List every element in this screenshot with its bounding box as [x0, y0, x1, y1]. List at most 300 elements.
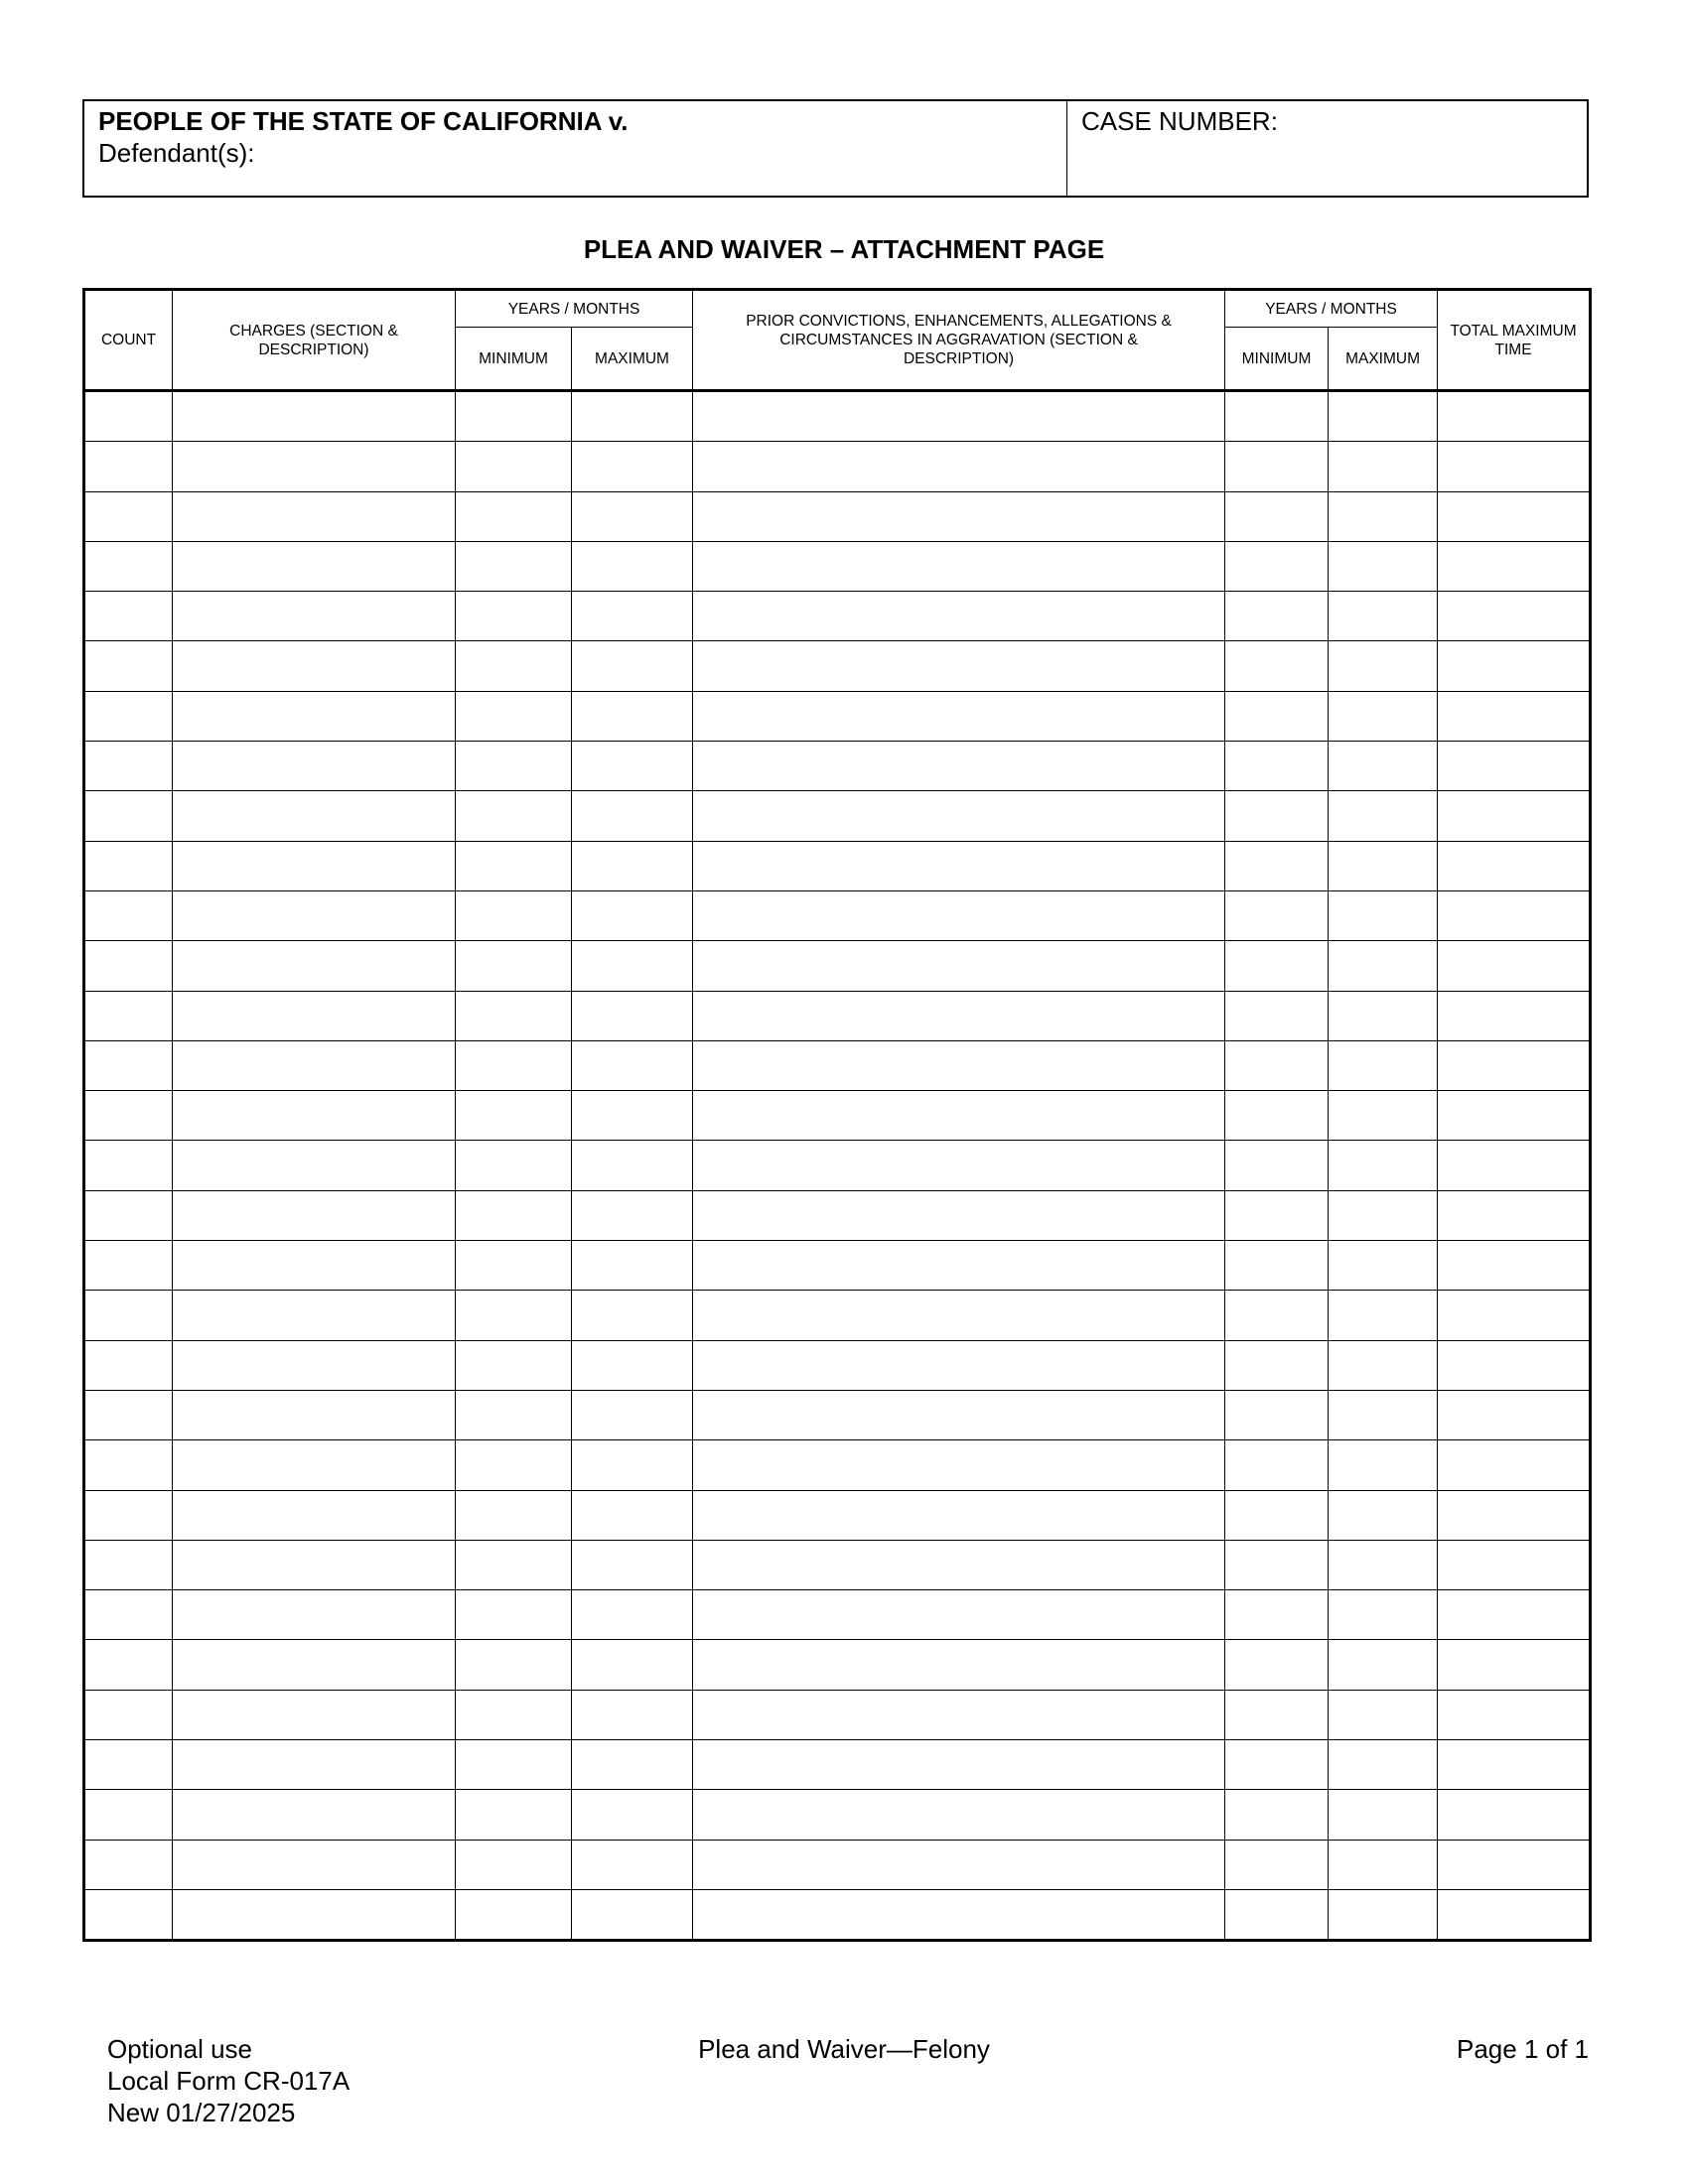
footer-page-number: Page 1 of 1: [1457, 2034, 1589, 2064]
priors-cell[interactable]: [693, 941, 1225, 991]
total-maximum-cell[interactable]: [1438, 1040, 1591, 1090]
enh-minimum-cell[interactable]: [1225, 941, 1329, 991]
enh-maximum-cell[interactable]: [1329, 641, 1438, 691]
count-cell[interactable]: [84, 1190, 173, 1240]
enh-maximum-cell[interactable]: [1329, 1291, 1438, 1340]
charges-table: [82, 288, 1592, 1942]
total-maximum-cell[interactable]: [1438, 1640, 1591, 1690]
minimum-cell[interactable]: [456, 841, 572, 890]
count-cell[interactable]: [84, 1141, 173, 1190]
form-title: PLEA AND WAIVER – ATTACHMENT PAGE: [583, 234, 1105, 264]
priors-cell[interactable]: [693, 1540, 1225, 1589]
maximum-cell[interactable]: [572, 1490, 693, 1540]
count-cell[interactable]: [84, 841, 173, 890]
total-maximum-cell[interactable]: [1438, 841, 1591, 890]
enh-maximum-cell[interactable]: [1329, 691, 1438, 741]
total-maximum-cell[interactable]: [1438, 1440, 1591, 1490]
total-maximum-cell[interactable]: [1438, 1490, 1591, 1540]
priors-cell[interactable]: [693, 691, 1225, 741]
total-maximum-cell[interactable]: [1438, 592, 1591, 641]
priors-cell[interactable]: [693, 1840, 1225, 1889]
total-maximum-cell[interactable]: [1438, 1091, 1591, 1141]
total-maximum-cell[interactable]: [1438, 1390, 1591, 1439]
count-cell[interactable]: [84, 991, 173, 1040]
enh-minimum-cell[interactable]: [1225, 1640, 1329, 1690]
enh-minimum-cell[interactable]: [1225, 391, 1329, 442]
minimum-cell[interactable]: [456, 1790, 572, 1840]
total-maximum-cell[interactable]: [1438, 442, 1591, 491]
total-maximum-cell[interactable]: [1438, 1790, 1591, 1840]
charges-cell[interactable]: [173, 541, 456, 591]
maximum-cell[interactable]: [572, 1640, 693, 1690]
table-row: [84, 791, 1591, 841]
enh-minimum-cell[interactable]: [1225, 592, 1329, 641]
enh-minimum-cell[interactable]: [1225, 791, 1329, 841]
charges-cell[interactable]: [173, 1740, 456, 1790]
enh-minimum-cell[interactable]: [1225, 1190, 1329, 1240]
charges-cell[interactable]: [173, 1241, 456, 1291]
charges-cell[interactable]: [173, 1091, 456, 1141]
count-cell[interactable]: [84, 1390, 173, 1439]
enh-maximum-cell[interactable]: [1329, 1440, 1438, 1490]
col-priors: PRIOR CONVICTIONS, ENHANCEMENTS, ALLEGATIONS & CIRCUMSTANCES IN AGGRAVATION (SECTION & DESCRIPTION): [693, 290, 1225, 391]
count-cell[interactable]: [84, 1440, 173, 1490]
charges-cell[interactable]: [173, 841, 456, 890]
minimum-cell[interactable]: [456, 742, 572, 791]
total-maximum-cell[interactable]: [1438, 991, 1591, 1040]
total-maximum-cell[interactable]: [1438, 1740, 1591, 1790]
table-row: [84, 742, 1591, 791]
total-maximum-cell[interactable]: [1438, 1190, 1591, 1240]
minimum-cell[interactable]: [456, 1091, 572, 1141]
enh-minimum-cell[interactable]: [1225, 691, 1329, 741]
minimum-cell[interactable]: [456, 1440, 572, 1490]
charges-cell[interactable]: [173, 1840, 456, 1889]
table-row: [84, 1390, 1591, 1439]
charges-cell[interactable]: [173, 890, 456, 940]
minimum-cell[interactable]: [456, 541, 572, 591]
minimum-cell[interactable]: [456, 941, 572, 991]
priors-cell[interactable]: [693, 491, 1225, 541]
total-maximum-cell[interactable]: [1438, 1840, 1591, 1889]
maximum-cell[interactable]: [572, 691, 693, 741]
maximum-cell[interactable]: [572, 1340, 693, 1390]
enh-maximum-cell[interactable]: [1329, 1740, 1438, 1790]
maximum-cell[interactable]: [572, 991, 693, 1040]
table-row: [84, 1840, 1591, 1889]
minimum-cell[interactable]: [456, 1540, 572, 1589]
priors-cell[interactable]: [693, 991, 1225, 1040]
minimum-cell[interactable]: [456, 1390, 572, 1439]
table-row: [84, 991, 1591, 1040]
case-number-label: CASE NUMBER:: [1081, 106, 1278, 136]
enh-minimum-cell[interactable]: [1225, 1340, 1329, 1390]
enh-maximum-cell[interactable]: [1329, 1141, 1438, 1190]
count-cell[interactable]: [84, 1490, 173, 1540]
enh-minimum-cell[interactable]: [1225, 1740, 1329, 1790]
enh-minimum-cell[interactable]: [1225, 491, 1329, 541]
table-row: [84, 890, 1591, 940]
enh-maximum-cell[interactable]: [1329, 791, 1438, 841]
maximum-cell[interactable]: [572, 941, 693, 991]
footer-optional-use: Optional use: [107, 2034, 252, 2064]
charges-cell[interactable]: [173, 1340, 456, 1390]
minimum-cell[interactable]: [456, 1241, 572, 1291]
enh-maximum-cell[interactable]: [1329, 1340, 1438, 1390]
count-cell[interactable]: [84, 391, 173, 442]
count-cell[interactable]: [84, 592, 173, 641]
priors-cell[interactable]: [693, 841, 1225, 890]
minimum-cell[interactable]: [456, 691, 572, 741]
minimum-cell[interactable]: [456, 442, 572, 491]
total-maximum-cell[interactable]: [1438, 791, 1591, 841]
enh-maximum-cell[interactable]: [1329, 391, 1438, 442]
charges-cell[interactable]: [173, 1291, 456, 1340]
charges-cell[interactable]: [173, 742, 456, 791]
priors-cell[interactable]: [693, 1490, 1225, 1540]
total-maximum-cell[interactable]: [1438, 541, 1591, 591]
enh-maximum-cell[interactable]: [1329, 1840, 1438, 1889]
enh-maximum-cell[interactable]: [1329, 890, 1438, 940]
table-row: [84, 1190, 1591, 1240]
minimum-cell[interactable]: [456, 641, 572, 691]
count-cell[interactable]: [84, 1790, 173, 1840]
case-number-field[interactable]: [1067, 101, 1587, 196]
total-maximum-cell[interactable]: [1438, 641, 1591, 691]
col-count: COUNT: [84, 290, 173, 391]
enh-maximum-cell[interactable]: [1329, 742, 1438, 791]
total-maximum-cell[interactable]: [1438, 691, 1591, 741]
count-cell[interactable]: [84, 691, 173, 741]
enh-maximum-cell[interactable]: [1329, 592, 1438, 641]
table-row: [84, 1091, 1591, 1141]
maximum-cell[interactable]: [572, 541, 693, 591]
enh-maximum-cell[interactable]: [1329, 1640, 1438, 1690]
priors-cell[interactable]: [693, 791, 1225, 841]
priors-cell[interactable]: [693, 1241, 1225, 1291]
total-maximum-cell[interactable]: [1438, 491, 1591, 541]
enh-minimum-cell[interactable]: [1225, 1141, 1329, 1190]
priors-cell[interactable]: [693, 592, 1225, 641]
minimum-cell[interactable]: [456, 1840, 572, 1889]
minimum-cell[interactable]: [456, 1040, 572, 1090]
minimum-cell[interactable]: [456, 991, 572, 1040]
minimum-cell[interactable]: [456, 1141, 572, 1190]
enh-minimum-cell[interactable]: [1225, 541, 1329, 591]
maximum-cell[interactable]: [572, 1540, 693, 1589]
enh-maximum-cell[interactable]: [1329, 442, 1438, 491]
maximum-cell[interactable]: [572, 791, 693, 841]
charges-cell[interactable]: [173, 1790, 456, 1840]
maximum-cell[interactable]: [572, 890, 693, 940]
total-maximum-cell[interactable]: [1438, 1590, 1591, 1640]
count-cell[interactable]: [84, 541, 173, 591]
charges-cell[interactable]: [173, 1690, 456, 1739]
maximum-cell[interactable]: [572, 1740, 693, 1790]
count-cell[interactable]: [84, 941, 173, 991]
enh-maximum-cell[interactable]: [1329, 1540, 1438, 1589]
count-cell[interactable]: [84, 1540, 173, 1589]
enh-maximum-cell[interactable]: [1329, 991, 1438, 1040]
count-cell[interactable]: [84, 1889, 173, 1940]
total-maximum-cell[interactable]: [1438, 941, 1591, 991]
col-minimum-1: MINIMUM: [456, 328, 572, 391]
enh-minimum-cell[interactable]: [1225, 1840, 1329, 1889]
enh-maximum-cell[interactable]: [1329, 1390, 1438, 1439]
priors-cell[interactable]: [693, 742, 1225, 791]
count-cell[interactable]: [84, 1840, 173, 1889]
maximum-cell[interactable]: [572, 1241, 693, 1291]
enh-minimum-cell[interactable]: [1225, 991, 1329, 1040]
minimum-cell[interactable]: [456, 1690, 572, 1739]
charges-cell[interactable]: [173, 1540, 456, 1589]
table-row: [84, 1640, 1591, 1690]
footer-form-number: Local Form CR-017A: [107, 2066, 351, 2096]
count-cell[interactable]: [84, 1241, 173, 1291]
priors-cell[interactable]: [693, 1340, 1225, 1390]
table-row: [84, 1241, 1591, 1291]
table-row: [84, 1440, 1591, 1490]
priors-cell[interactable]: [693, 1790, 1225, 1840]
enh-minimum-cell[interactable]: [1225, 1540, 1329, 1589]
maximum-cell[interactable]: [572, 1091, 693, 1141]
table-row: [84, 1141, 1591, 1190]
priors-cell[interactable]: [693, 1690, 1225, 1739]
charges-cell[interactable]: [173, 491, 456, 541]
total-maximum-cell[interactable]: [1438, 1540, 1591, 1589]
table-row: [84, 941, 1591, 991]
count-cell[interactable]: [84, 791, 173, 841]
enh-maximum-cell[interactable]: [1329, 541, 1438, 591]
maximum-cell[interactable]: [572, 491, 693, 541]
charges-cell[interactable]: [173, 991, 456, 1040]
count-cell[interactable]: [84, 1640, 173, 1690]
enh-maximum-cell[interactable]: [1329, 1690, 1438, 1739]
maximum-cell[interactable]: [572, 1190, 693, 1240]
minimum-cell[interactable]: [456, 1291, 572, 1340]
table-row: [84, 592, 1591, 641]
table-row: [84, 1590, 1591, 1640]
priors-cell[interactable]: [693, 442, 1225, 491]
minimum-cell[interactable]: [456, 890, 572, 940]
total-maximum-cell[interactable]: [1438, 1241, 1591, 1291]
count-cell[interactable]: [84, 442, 173, 491]
total-maximum-cell[interactable]: [1438, 1141, 1591, 1190]
enh-minimum-cell[interactable]: [1225, 1291, 1329, 1340]
enh-minimum-cell[interactable]: [1225, 1040, 1329, 1090]
maximum-cell[interactable]: [572, 641, 693, 691]
priors-cell[interactable]: [693, 1040, 1225, 1090]
total-maximum-cell[interactable]: [1438, 1690, 1591, 1739]
col-total: TOTAL MAXIMUM TIME: [1438, 290, 1591, 391]
maximum-cell[interactable]: [572, 742, 693, 791]
priors-cell[interactable]: [693, 1291, 1225, 1340]
minimum-cell[interactable]: [456, 1590, 572, 1640]
charges-cell[interactable]: [173, 1590, 456, 1640]
priors-cell[interactable]: [693, 1440, 1225, 1490]
priors-cell[interactable]: [693, 641, 1225, 691]
priors-cell[interactable]: [693, 1590, 1225, 1640]
defendant-label: Defendant(s):: [98, 138, 255, 168]
table-row: [84, 1291, 1591, 1340]
enh-maximum-cell[interactable]: [1329, 1590, 1438, 1640]
enh-minimum-cell[interactable]: [1225, 1590, 1329, 1640]
count-cell[interactable]: [84, 1091, 173, 1141]
count-cell[interactable]: [84, 742, 173, 791]
maximum-cell[interactable]: [572, 841, 693, 890]
maximum-cell[interactable]: [572, 1390, 693, 1439]
maximum-cell[interactable]: [572, 592, 693, 641]
enh-minimum-cell[interactable]: [1225, 1390, 1329, 1439]
minimum-cell[interactable]: [456, 391, 572, 442]
maximum-cell[interactable]: [572, 1790, 693, 1840]
maximum-cell[interactable]: [572, 1291, 693, 1340]
enh-maximum-cell[interactable]: [1329, 841, 1438, 890]
count-cell[interactable]: [84, 1340, 173, 1390]
priors-cell[interactable]: [693, 1740, 1225, 1790]
total-maximum-cell[interactable]: [1438, 391, 1591, 442]
minimum-cell[interactable]: [456, 1340, 572, 1390]
enh-maximum-cell[interactable]: [1329, 491, 1438, 541]
charges-cell[interactable]: [173, 391, 456, 442]
count-cell[interactable]: [84, 1740, 173, 1790]
table-row: [84, 1490, 1591, 1540]
col-charges: CHARGES (SECTION & DESCRIPTION): [173, 290, 456, 391]
table-row: [84, 491, 1591, 541]
priors-cell[interactable]: [693, 1889, 1225, 1940]
col-minimum-2: MINIMUM: [1225, 328, 1329, 391]
table-row: [84, 391, 1591, 442]
enh-minimum-cell[interactable]: [1225, 1889, 1329, 1940]
table-row: [84, 841, 1591, 890]
charges-cell[interactable]: [173, 1040, 456, 1090]
count-cell[interactable]: [84, 1690, 173, 1739]
charges-cell[interactable]: [173, 691, 456, 741]
maximum-cell[interactable]: [572, 1141, 693, 1190]
priors-cell[interactable]: [693, 1141, 1225, 1190]
charges-cell[interactable]: [173, 941, 456, 991]
total-maximum-cell[interactable]: [1438, 742, 1591, 791]
enh-maximum-cell[interactable]: [1329, 1190, 1438, 1240]
table-row: [84, 1790, 1591, 1840]
maximum-cell[interactable]: [572, 1889, 693, 1940]
minimum-cell[interactable]: [456, 1889, 572, 1940]
enh-minimum-cell[interactable]: [1225, 1690, 1329, 1739]
priors-cell[interactable]: [693, 890, 1225, 940]
enh-minimum-cell[interactable]: [1225, 641, 1329, 691]
table-row: [84, 1889, 1591, 1940]
table-row: [84, 641, 1591, 691]
enh-minimum-cell[interactable]: [1225, 742, 1329, 791]
total-maximum-cell[interactable]: [1438, 1889, 1591, 1940]
priors-cell[interactable]: [693, 391, 1225, 442]
enh-minimum-cell[interactable]: [1225, 1440, 1329, 1490]
priors-cell[interactable]: [693, 1190, 1225, 1240]
table-row: [84, 691, 1591, 741]
charges-cell[interactable]: [173, 1490, 456, 1540]
priors-cell[interactable]: [693, 1640, 1225, 1690]
minimum-cell[interactable]: [456, 791, 572, 841]
maximum-cell[interactable]: [572, 1040, 693, 1090]
col-years-months-2: YEARS / MONTHS: [1225, 290, 1438, 328]
count-cell[interactable]: [84, 890, 173, 940]
table-row: [84, 1540, 1591, 1589]
footer-revision-date: New 01/27/2025: [107, 2098, 296, 2127]
maximum-cell[interactable]: [572, 1690, 693, 1739]
enh-maximum-cell[interactable]: [1329, 1490, 1438, 1540]
maximum-cell[interactable]: [572, 1440, 693, 1490]
enh-maximum-cell[interactable]: [1329, 1889, 1438, 1940]
charges-cell[interactable]: [173, 1889, 456, 1940]
charges-cell[interactable]: [173, 1390, 456, 1439]
enh-minimum-cell[interactable]: [1225, 1241, 1329, 1291]
count-cell[interactable]: [84, 1291, 173, 1340]
table-row: [84, 1340, 1591, 1390]
col-years-months-1: YEARS / MONTHS: [456, 290, 693, 328]
col-maximum-2: MAXIMUM: [1329, 328, 1438, 391]
enh-minimum-cell[interactable]: [1225, 1790, 1329, 1840]
charges-cell[interactable]: [173, 592, 456, 641]
priors-cell[interactable]: [693, 1390, 1225, 1439]
case-header-box: [82, 99, 1589, 198]
priors-cell[interactable]: [693, 1091, 1225, 1141]
enh-minimum-cell[interactable]: [1225, 442, 1329, 491]
count-cell[interactable]: [84, 1040, 173, 1090]
table-row: [84, 1740, 1591, 1790]
total-maximum-cell[interactable]: [1438, 1340, 1591, 1390]
table-row: [84, 1040, 1591, 1090]
charges-cell[interactable]: [173, 791, 456, 841]
enh-maximum-cell[interactable]: [1329, 1040, 1438, 1090]
charges-cell[interactable]: [173, 641, 456, 691]
enh-maximum-cell[interactable]: [1329, 1790, 1438, 1840]
enh-minimum-cell[interactable]: [1225, 1091, 1329, 1141]
table-row: [84, 1690, 1591, 1739]
total-maximum-cell[interactable]: [1438, 890, 1591, 940]
minimum-cell[interactable]: [456, 491, 572, 541]
maximum-cell[interactable]: [572, 1840, 693, 1889]
charges-cell[interactable]: [173, 442, 456, 491]
charges-cell[interactable]: [173, 1190, 456, 1240]
maximum-cell[interactable]: [572, 391, 693, 442]
enh-maximum-cell[interactable]: [1329, 941, 1438, 991]
enh-minimum-cell[interactable]: [1225, 841, 1329, 890]
total-maximum-cell[interactable]: [1438, 1291, 1591, 1340]
minimum-cell[interactable]: [456, 1490, 572, 1540]
parties-field[interactable]: [84, 101, 1067, 196]
charges-cell[interactable]: [173, 1440, 456, 1490]
footer-form-title: Plea and Waiver—Felony: [698, 2034, 990, 2064]
priors-cell[interactable]: [693, 541, 1225, 591]
count-cell[interactable]: [84, 1590, 173, 1640]
charges-cell[interactable]: [173, 1640, 456, 1690]
minimum-cell[interactable]: [456, 1640, 572, 1690]
enh-maximum-cell[interactable]: [1329, 1241, 1438, 1291]
people-caption: PEOPLE OF THE STATE OF CALIFORNIA v.: [98, 106, 629, 136]
maximum-cell[interactable]: [572, 1590, 693, 1640]
minimum-cell[interactable]: [456, 592, 572, 641]
maximum-cell[interactable]: [572, 442, 693, 491]
enh-minimum-cell[interactable]: [1225, 890, 1329, 940]
count-cell[interactable]: [84, 641, 173, 691]
count-cell[interactable]: [84, 491, 173, 541]
charges-cell[interactable]: [173, 1141, 456, 1190]
enh-maximum-cell[interactable]: [1329, 1091, 1438, 1141]
col-maximum-1: MAXIMUM: [572, 328, 693, 391]
minimum-cell[interactable]: [456, 1740, 572, 1790]
minimum-cell[interactable]: [456, 1190, 572, 1240]
enh-minimum-cell[interactable]: [1225, 1490, 1329, 1540]
